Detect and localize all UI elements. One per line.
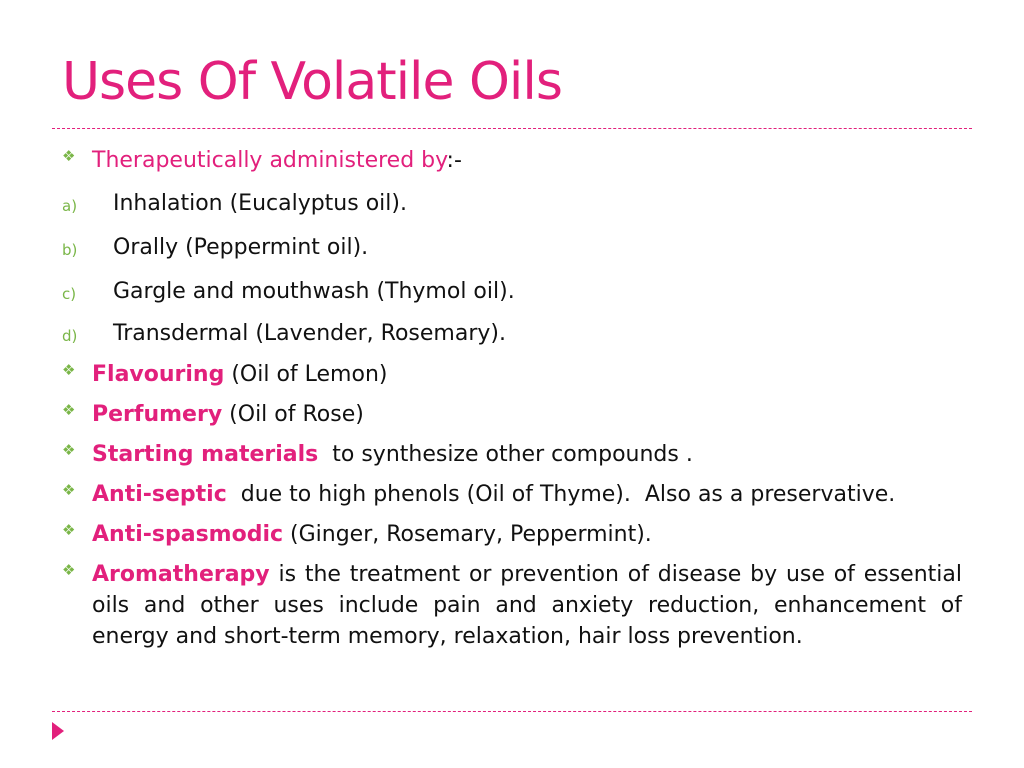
use-term: Starting materials bbox=[92, 442, 319, 467]
intro-accent: Therapeutically administered by bbox=[92, 148, 447, 173]
use-text: is the treatment or prevention of disease by use of essential oils and other uses include pain and anxiety reduction, enhancement of energy and short-term memory, relaxation, hair loss prevention. bbox=[92, 562, 962, 649]
diamond-bullet-icon: ❖ bbox=[62, 521, 76, 539]
route-text: Orally (Peppermint oil). bbox=[113, 235, 369, 260]
diamond-bullet-icon: ❖ bbox=[62, 147, 76, 165]
route-text: Inhalation (Eucalyptus oil). bbox=[113, 191, 407, 216]
use-text: (Oil of Rose) bbox=[222, 402, 364, 427]
route-marker: a) bbox=[62, 197, 78, 215]
route-text: Gargle and mouthwash (Thymol oil). bbox=[113, 279, 515, 304]
route-marker: d) bbox=[62, 327, 78, 345]
diamond-bullet-icon: ❖ bbox=[62, 561, 76, 579]
use-term: Perfumery bbox=[92, 402, 223, 427]
use-term: Anti-septic bbox=[92, 482, 227, 507]
bottom-divider bbox=[52, 711, 972, 712]
use-text: to synthesize other compounds . bbox=[318, 442, 693, 467]
route-marker: b) bbox=[62, 241, 78, 259]
slide-title: Uses Of Volatile Oils bbox=[62, 52, 562, 112]
use-term: Aromatherapy bbox=[92, 562, 270, 587]
intro-rest: :- bbox=[446, 148, 462, 173]
diamond-bullet-icon: ❖ bbox=[62, 481, 76, 499]
route-text: Transdermal (Lavender, Rosemary). bbox=[113, 321, 506, 346]
diamond-bullet-icon: ❖ bbox=[62, 401, 76, 419]
play-triangle-icon[interactable] bbox=[52, 722, 64, 740]
top-divider bbox=[52, 128, 972, 129]
use-term: Flavouring bbox=[92, 362, 225, 387]
use-text: (Oil of Lemon) bbox=[224, 362, 388, 387]
diamond-bullet-icon: ❖ bbox=[62, 441, 76, 459]
use-text: (Ginger, Rosemary, Peppermint). bbox=[283, 522, 652, 547]
route-marker: c) bbox=[62, 285, 77, 303]
use-text: due to high phenols (Oil of Thyme). Also as a preservative. bbox=[226, 482, 896, 507]
diamond-bullet-icon: ❖ bbox=[62, 361, 76, 379]
use-term: Anti-spasmodic bbox=[92, 522, 284, 547]
